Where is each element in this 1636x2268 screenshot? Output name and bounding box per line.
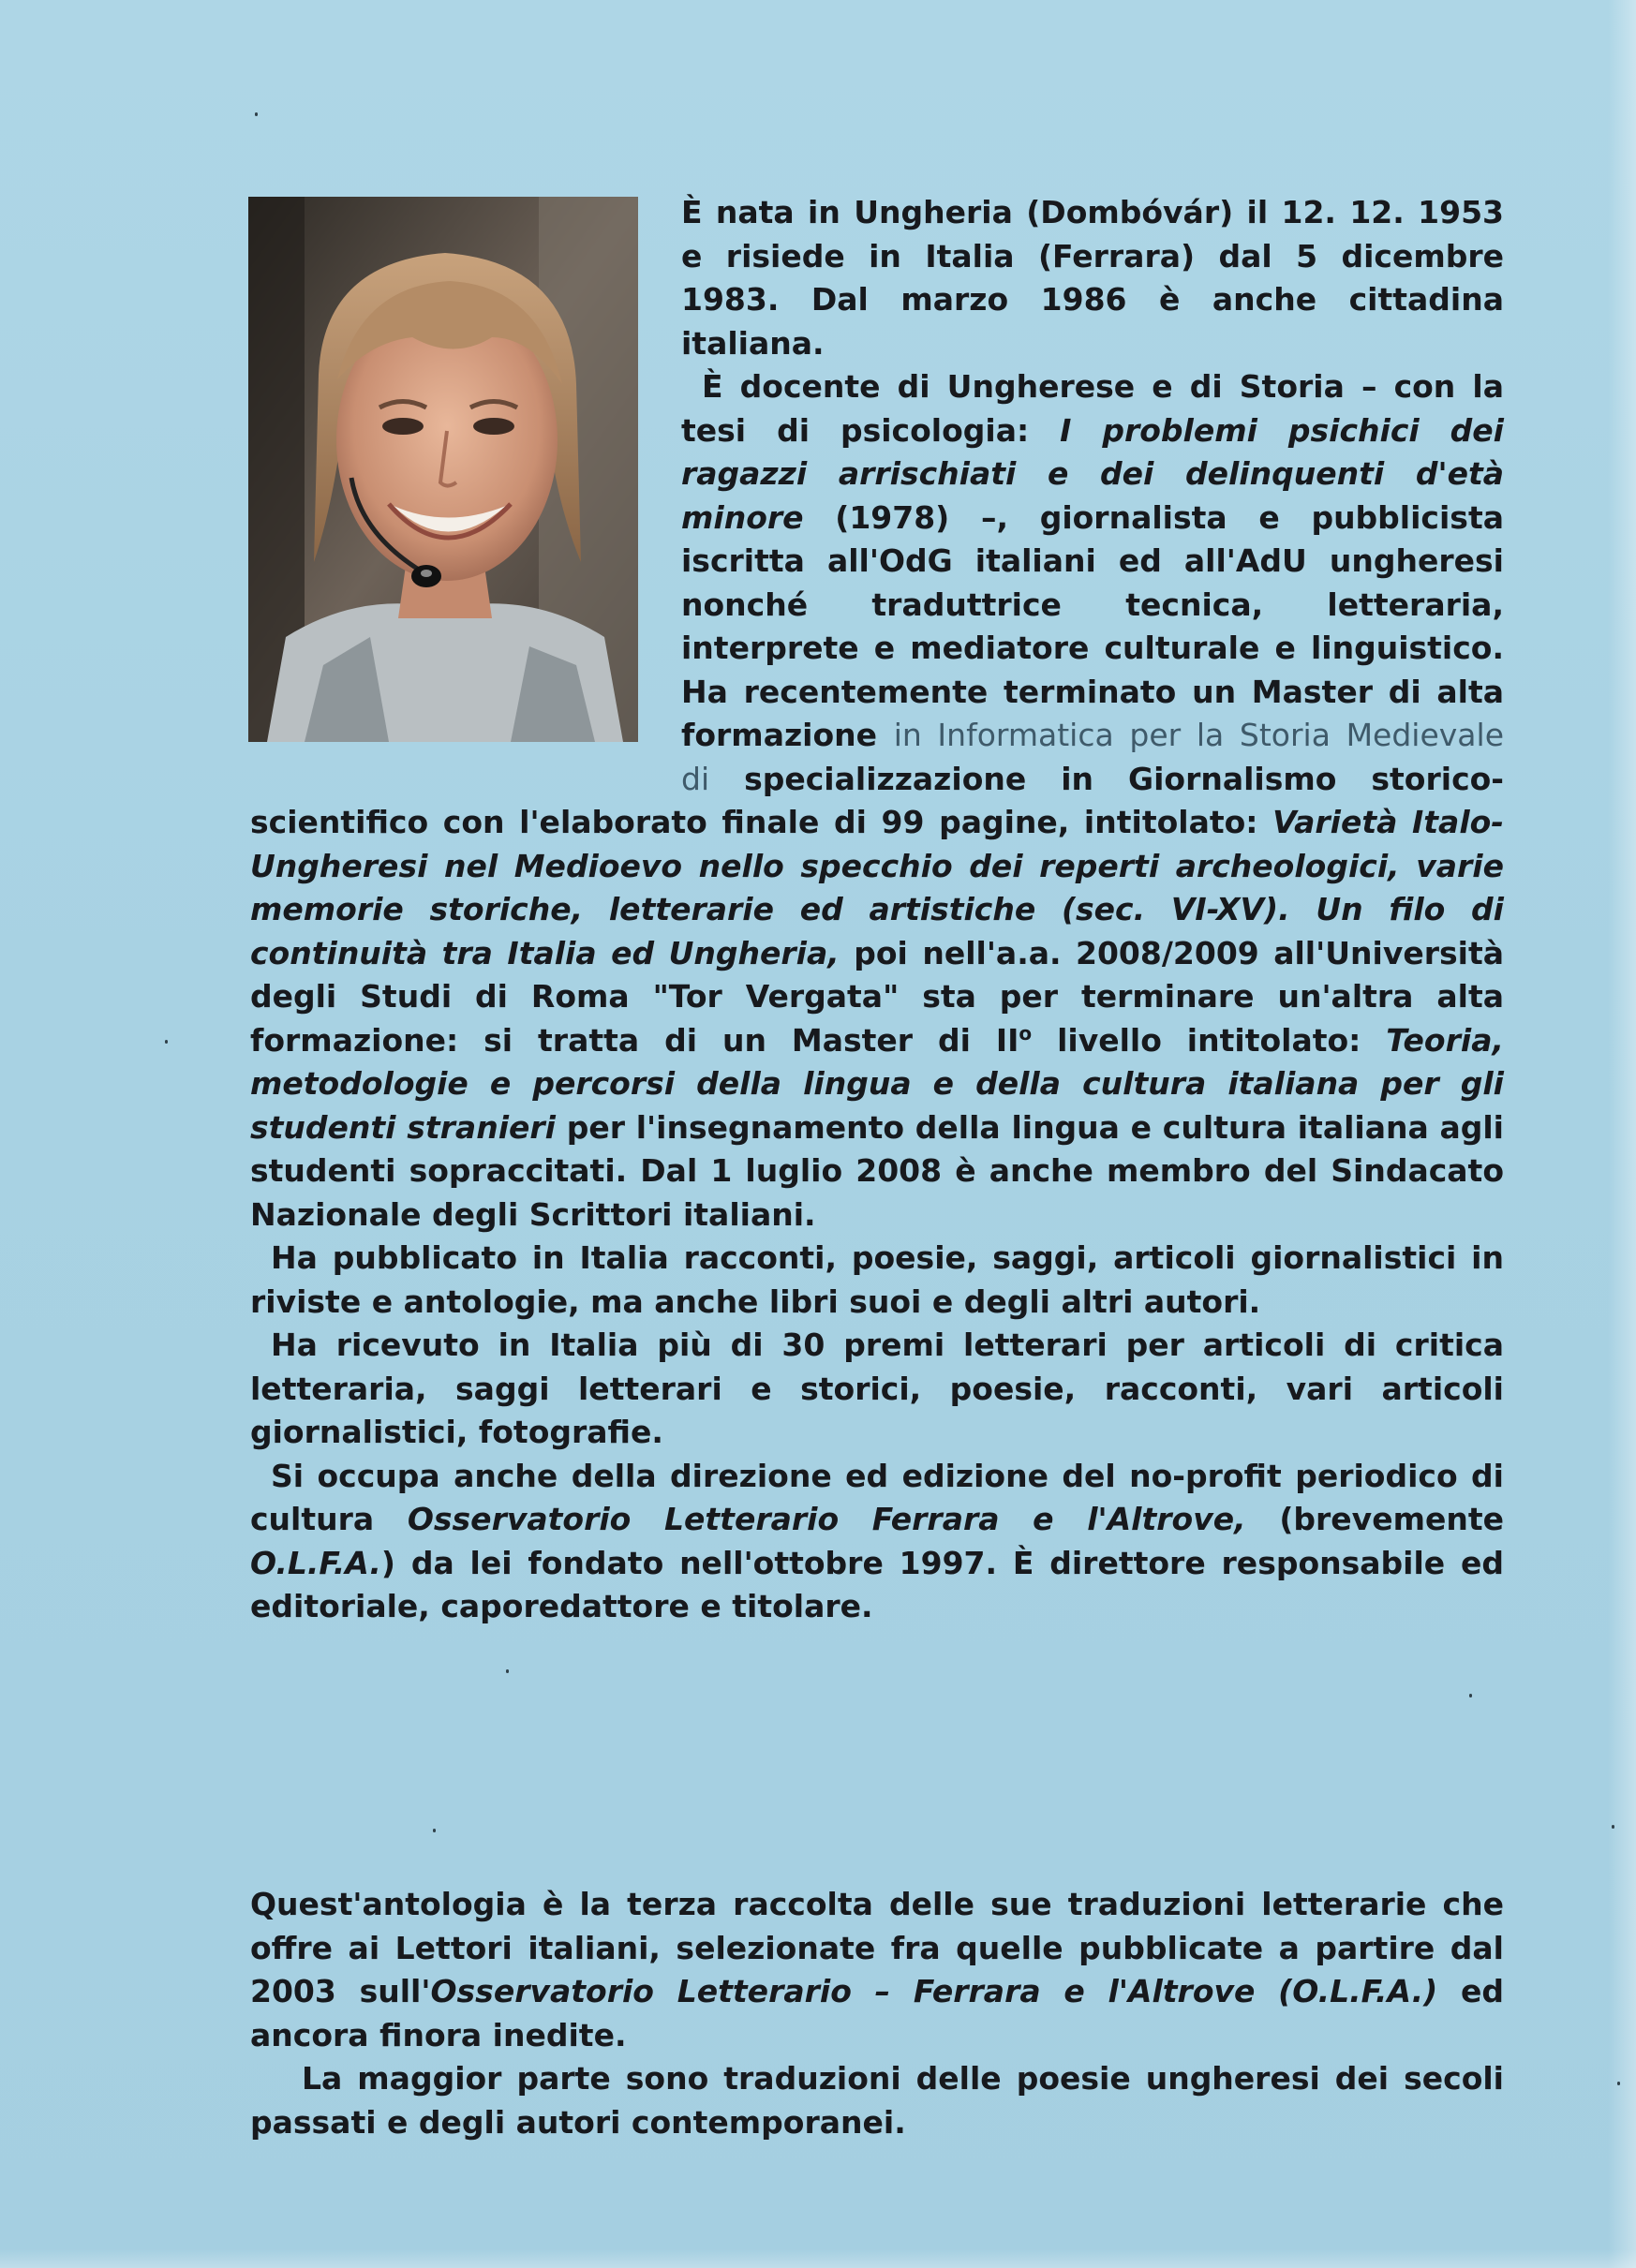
anthology-p1-text-b: ed ancora finora inedite.	[250, 1973, 1504, 2053]
page-edge-right	[1608, 0, 1636, 2268]
anthology-description	[250, 1883, 1504, 2144]
bio-p2-text-b: (1978) –, giornalista e pubblicista iscritta all'OdG italiani ed all'AdU ungheresi nonché traduttrice tecnica, letteraria, interprete e mediatore culturale e linguistico. Ha recentemente terminato un Master di alta formazione	[681, 498, 1504, 753]
scan-speck	[1469, 1694, 1472, 1697]
scan-speck	[433, 1829, 436, 1832]
scan-speck	[1617, 2082, 1620, 2085]
anthology-p1-text-a: Quest'antologia è la terza raccolta delle sue traduzioni letterarie che offre ai Lettori italiani, selezionate fra quelle pubblicate a partire dal 2003 sull'	[250, 1886, 1504, 2009]
ordinal-superscript: o	[1019, 1021, 1033, 1045]
anthology-paragraph-1	[250, 1883, 1504, 2057]
author-biography	[250, 191, 1504, 1629]
bio-paragraph-1: È nata in Ungheria (Dombóvár) il 12. 12. 1953 e risiede in Italia (Ferrara) dal 5 dicembre 1983. Dal marzo 1986 è anche cittadina italiana.	[681, 194, 1504, 362]
bio-p5-text-c: ) da lei fondato nell'ottobre 1997. È direttore responsabile ed editoriale, caporedattore e titolare.	[250, 1544, 1504, 1624]
bio-p5-text-b: (brevemente	[1245, 1501, 1504, 1537]
bio-p5-text-a: Si occupa anche della direzione ed edizione del no-profit periodico di cultura	[250, 1457, 1504, 1537]
bio-p2-text-e: livello intitolato:	[1032, 1021, 1387, 1059]
bio-paragraph-3: Ha pubblicato in Italia racconti, poesie, saggi, articoli giornalistici in riviste e antologie, ma anche libri suoi e degli altri autori.	[250, 1239, 1504, 1320]
master-thesis-title: Varietà Italo-Ungheresi nel Medioevo nello specchio dei reperti archeologici, varie memorie storiche, letterarie ed artistiche (sec. VI-XV). Un filo di continuità tra Italia ed Ungheria,	[250, 804, 1505, 971]
scan-speck	[165, 1040, 168, 1044]
scan-speck	[506, 1669, 509, 1673]
bio-paragraph-5	[250, 1455, 1504, 1629]
bio-p2-text-c: specializzazione in Giornalismo storico-scientifico con l'elaborato finale di 99 pagine, intitolato:	[250, 760, 1504, 840]
photo-float-spacer	[250, 191, 681, 774]
thesis-title: I problemi psichici dei ragazzi arrischiati e dei delinquenti d'età minore	[681, 411, 1504, 536]
bio-p2-text-a: È docente di Ungherese e di Storia – con la tesi di psicologia:	[681, 368, 1504, 449]
bio-p2-text-d: poi nell'a.a. 2008/2009 all'Università degli Studi di Roma "Tor Vergata" sta per terminare un'altra alta formazione: si tratta di un Master di II	[250, 934, 1504, 1059]
scan-speck	[255, 112, 258, 116]
anthology-journal-title: Osservatorio Letterario – Ferrara e l'Altrove (O.L.F.A.)	[430, 1973, 1438, 2009]
bio-paragraph-4: Ha ricevuto in Italia più di 30 premi letterari per articoli di critica letteraria, saggi letterari e storici, poesie, racconti, vari articoli giornalistici, fotografie.	[250, 1327, 1504, 1450]
anthology-paragraph-2: La maggior parte sono traduzioni delle poesie ungheresi dei secoli passati e degli autori contemporanei.	[250, 2060, 1504, 2141]
journal-title: Osservatorio Letterario Ferrara e l'Altrove,	[407, 1501, 1246, 1537]
bio-p2-faded-text: in Informatica per la Storia Medievale di	[681, 717, 1504, 797]
page-edge-bottom	[0, 2249, 1636, 2268]
second-master-title: Teoria, metodologie e percorsi della lingua e della cultura italiana per gli studenti stranieri	[250, 1021, 1504, 1146]
scan-speck	[1612, 1825, 1614, 1829]
journal-abbreviation: O.L.F.A.	[250, 1544, 381, 1581]
bio-p2-text-f: per l'insegnamento della lingua e cultura italiana agli studenti sopraccitati. Dal 1 luglio 2008 è anche membro del Sindacato Nazionale degli Scrittori italiani.	[250, 1108, 1504, 1233]
